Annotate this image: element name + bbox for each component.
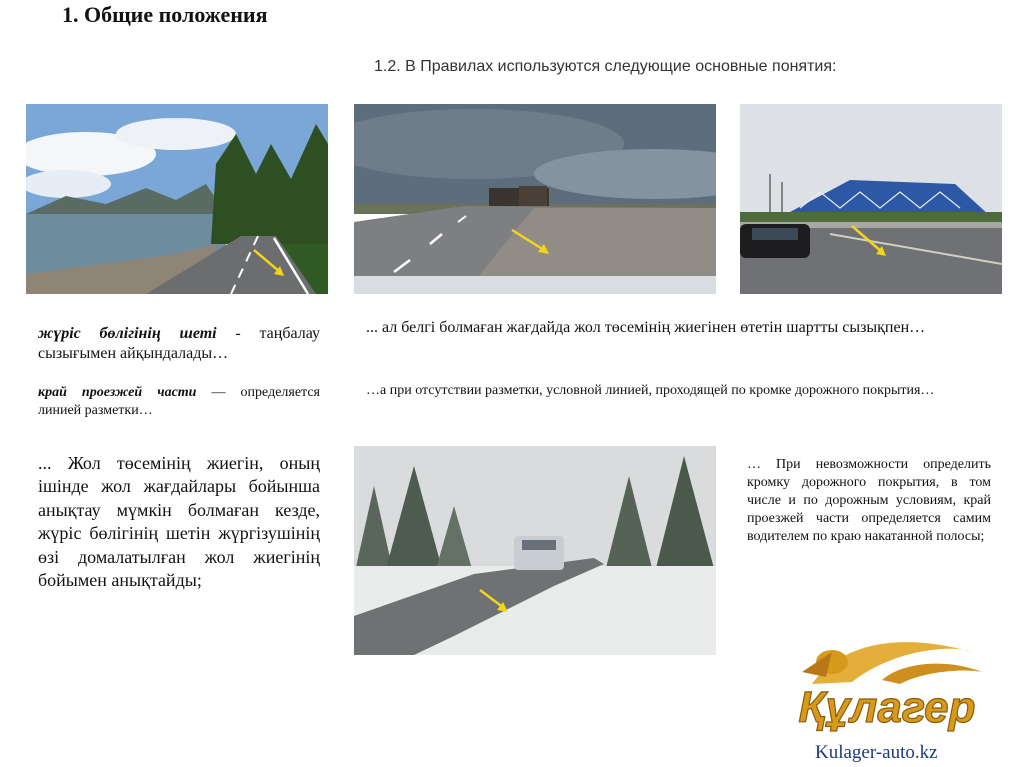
logo-text: Құлагер [798, 683, 976, 732]
city-road-pyramid-building-photo [740, 104, 1002, 294]
kz-lane-edge-text: - таңбалау сызығымен айқындалады… [38, 325, 320, 362]
website-link[interactable]: Kulager-auto.kz [815, 742, 938, 763]
kz-lane-edge-term: жүріс бөлігінің шеті [38, 325, 217, 342]
ru-lane-edge-term: край проезжей части [38, 385, 197, 400]
ru-no-marking-text: …а при отсутствии разметки, условной линией, проходящей по кромке дорожного покрытия… [366, 383, 935, 398]
ru-lane-edge-definition [38, 384, 320, 419]
overcast-highway-photo [354, 104, 716, 294]
ru-lane-edge-text: — определяется линией разметки… [38, 385, 320, 418]
section-subtitle: 1.2. В Правилах используются следующие основные понятия: [374, 58, 837, 75]
kulager-logo [772, 622, 1002, 747]
kz-no-marking-text: ... ал белгі болмаған жағдайда жол төсемінің жиегінен өтетін шартты сызықпен… [366, 319, 926, 336]
mountain-lake-road-photo [26, 104, 328, 294]
page-title: 1. Общие положения [62, 2, 268, 27]
snowy-forest-road-photo [354, 446, 716, 655]
kz-driver-defines-text: ... Жол төсемінің жиегін, оның ішінде жол жағдайлары бойынша анықтау мүмкін болмаған кезде, жүріс бөлігінің шетін жүргізушінің өзі домалатылған жол жиегінің бойымен анықтайды; [38, 453, 320, 590]
kz-lane-edge-definition [38, 324, 320, 364]
ru-driver-defines-text: … При невозможности определить кромку дорожного покрытия, в том числе и по дорожным условиям, край проезжей части определяется самим водителем по краю накатанной полосы; [747, 457, 991, 544]
